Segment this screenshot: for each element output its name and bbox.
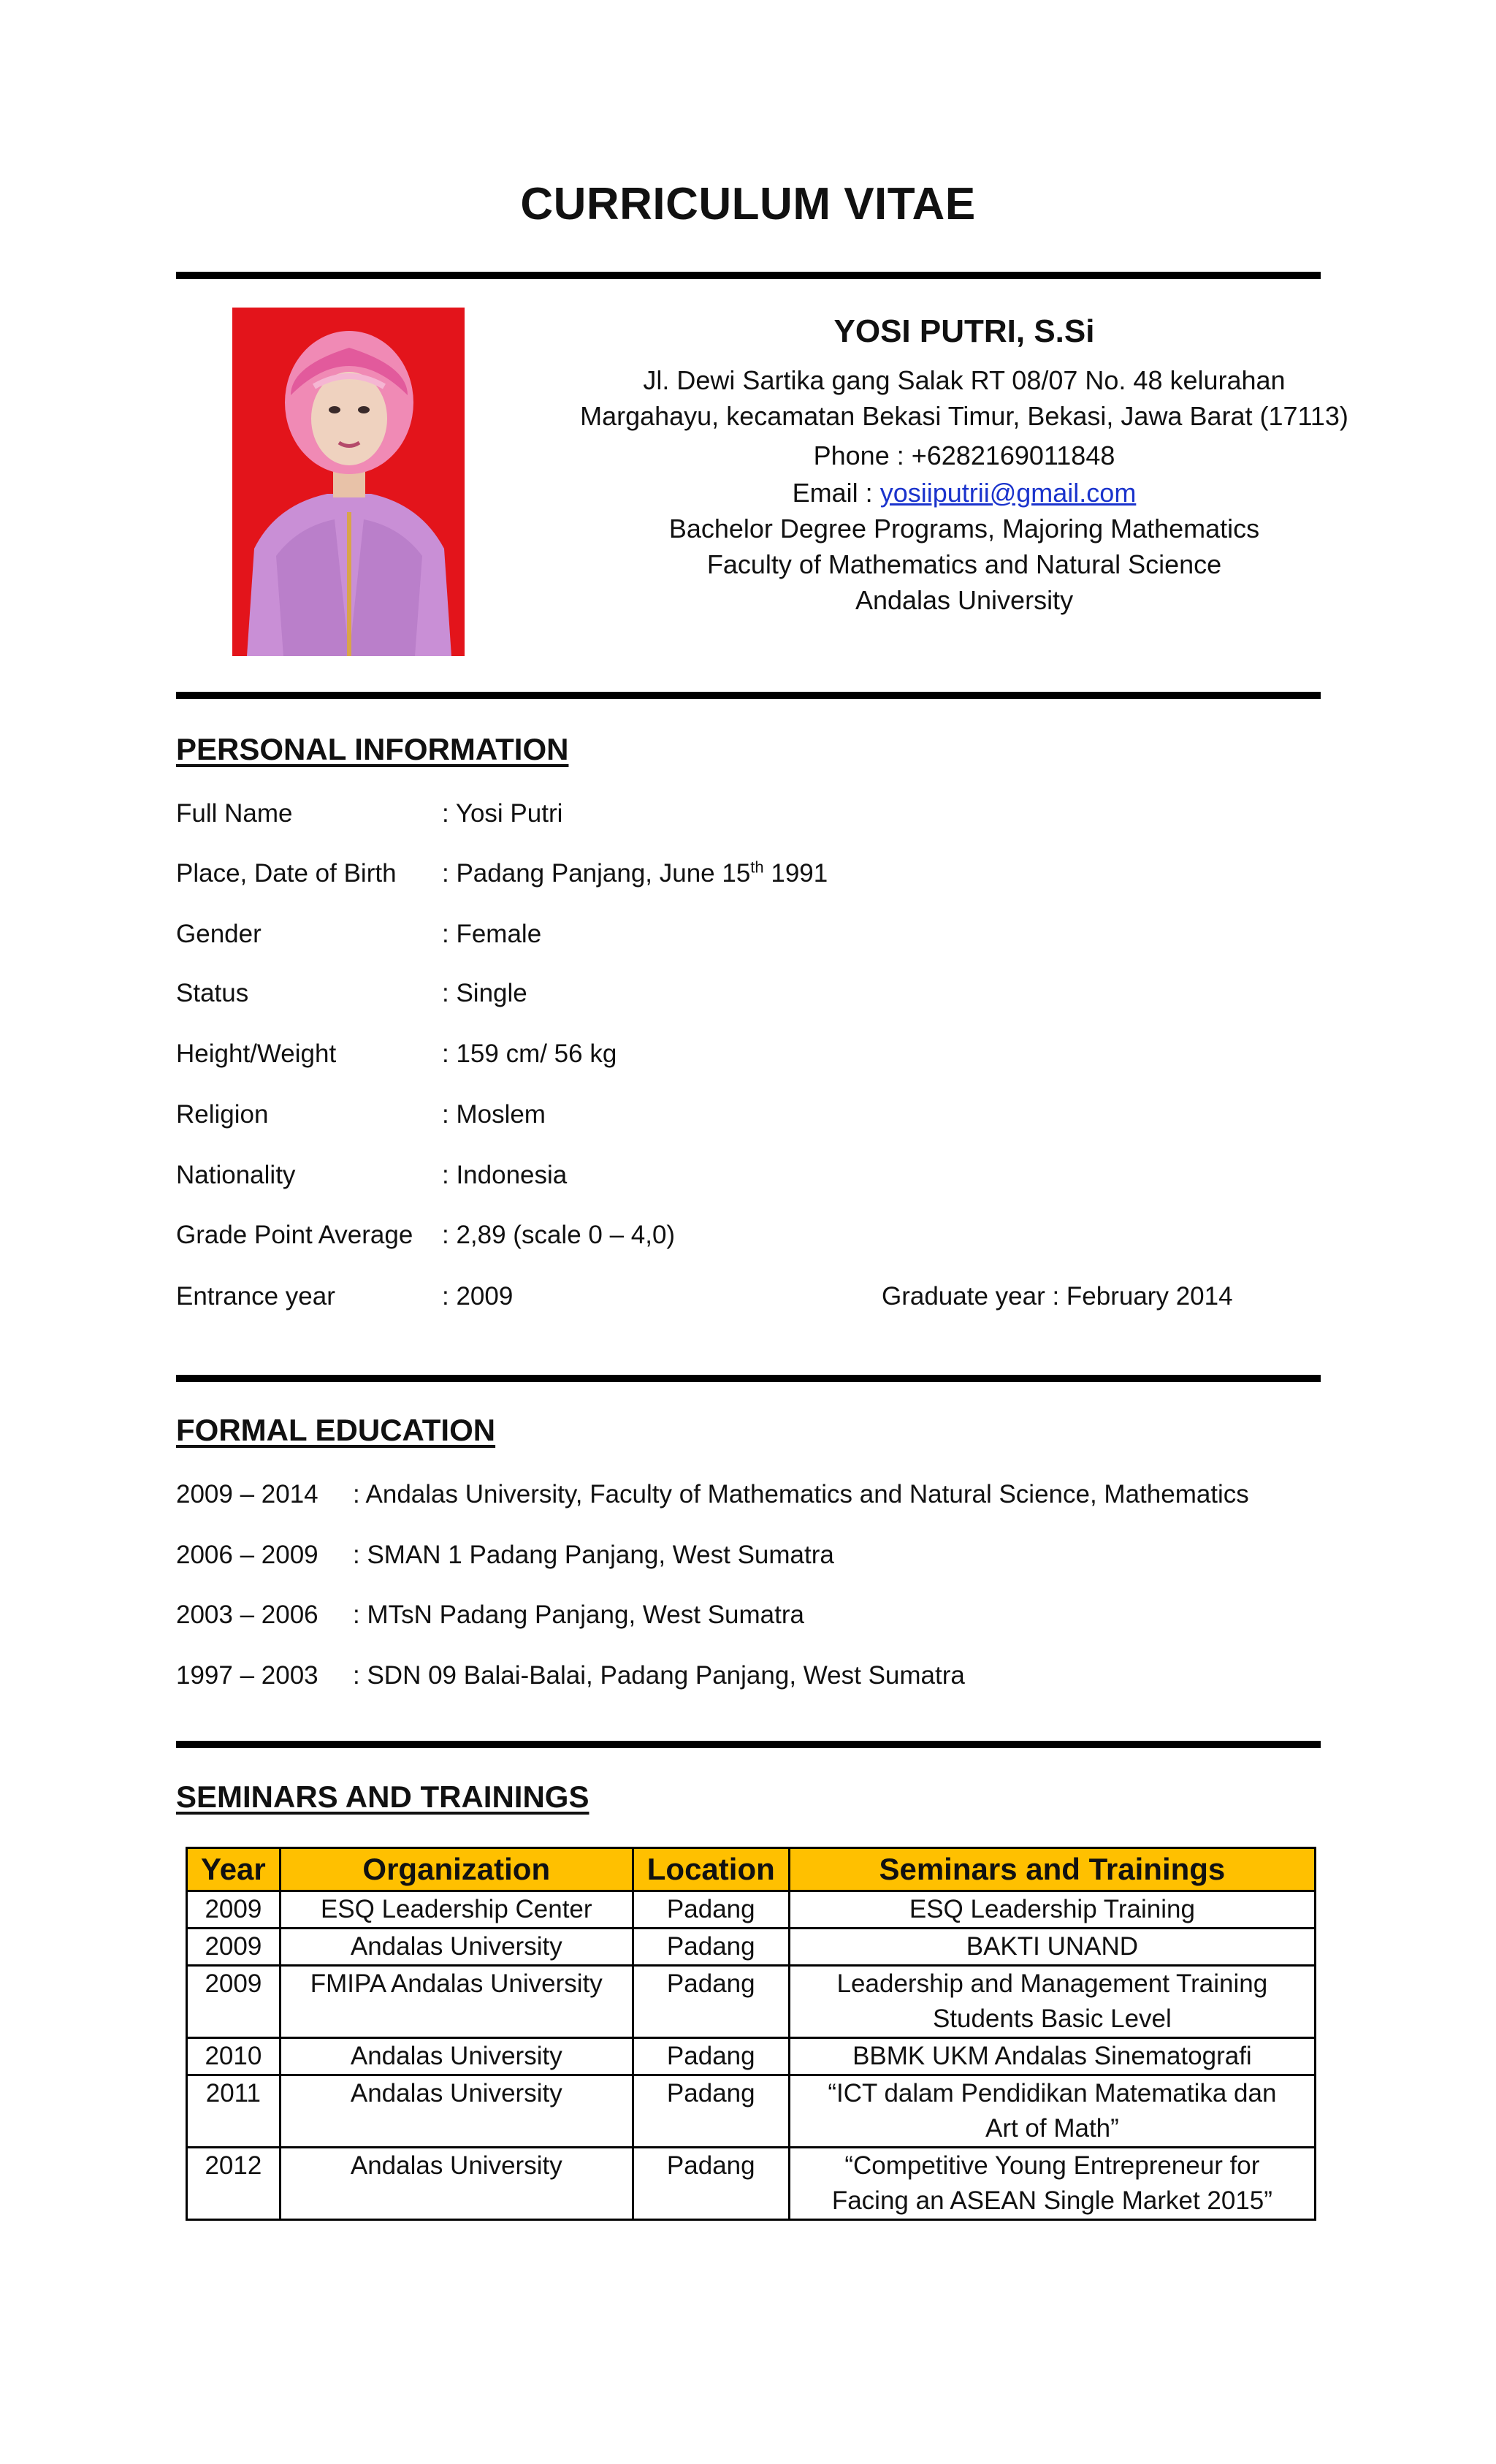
seminar-title-line: BAKTI UNAND [966,1932,1139,1961]
seminar-title-line: Students Basic Level [932,2005,1172,2033]
cell-organization: Andalas University [280,2038,633,2075]
field-value: : Yosi Putri [442,799,563,828]
field-value: : Single [442,979,527,1007]
column-header-year: Year [187,1848,280,1891]
field-label: Status [176,979,249,1007]
divider-personal [176,692,1321,699]
birth-value-suffix: th [750,858,764,877]
seminar-title-line: “Competitive Young Entrepreneur for [844,2151,1260,2180]
education-school: : SDN 09 Balai-Balai, Padang Panjang, West Sumatra [353,1661,965,1690]
cell-year: 2009 [187,1966,280,2038]
field-label: Full Name [176,799,293,828]
portrait-photo [232,308,465,656]
field-label: Entrance year [176,1282,335,1311]
cell-seminar [789,1966,1315,2038]
cell-organization: FMIPA Andalas University [280,1966,633,2038]
cell-year: 2010 [187,2038,280,2075]
cell-location: Padang [633,2148,789,2220]
field-value: : 2009 [442,1282,514,1311]
cell-location: Padang [633,2038,789,2075]
field-label: Grade Point Average [176,1221,413,1249]
birth-value-main: : Padang Panjang, June 15 [442,859,751,888]
cell-seminar [789,1929,1315,1966]
table-header-row [187,1848,1316,1891]
field-value [442,856,828,891]
field-label: Gender [176,920,262,948]
university-name: Andalas University [855,585,1074,615]
cell-location: Padang [633,1966,789,2038]
seminar-title-line: BBMK UKM Andalas Sinematografi [852,2042,1252,2070]
divider-seminars [176,1741,1321,1748]
seminar-title-line: “ICT dalam Pendidikan Matematika dan [828,2079,1277,2108]
education-school: : Andalas University, Faculty of Mathematics and Natural Science, Mathematics [353,1480,1249,1508]
contact-block [504,305,1424,618]
cell-year: 2009 [187,1929,280,1966]
divider-top [176,272,1321,279]
seminar-title-line: ESQ Leadership Training [909,1895,1195,1923]
cell-organization: ESQ Leadership Center [280,1891,633,1929]
field-value: : 2,89 (scale 0 – 4,0) [442,1221,676,1249]
cell-location: Padang [633,2075,789,2148]
degree-program: Bachelor Degree Programs, Majoring Mathematics [668,514,1260,543]
seminar-title-line: Leadership and Management Training [836,1969,1268,1998]
table-row [187,2075,1316,2148]
graduate-year: Graduate year : February 2014 [882,1282,1233,1311]
document-title: CURRICULUM VITAE [520,179,976,229]
table-row [187,1966,1316,2038]
cell-location: Padang [633,1929,789,1966]
cell-organization: Andalas University [280,2148,633,2220]
cell-year: 2009 [187,1891,280,1929]
portrait-illustration [232,308,465,656]
email-link[interactable]: yosiiputrii@gmail.com [879,478,1137,508]
cell-location: Padang [633,1891,789,1929]
education-years: 2009 – 2014 [176,1480,318,1508]
seminars-heading: SEMINARS AND TRAININGS [176,1780,589,1814]
cell-seminar [789,1891,1315,1929]
table-row [187,2038,1316,2075]
education-years: 2006 – 2009 [176,1541,318,1569]
address-line-1: Jl. Dewi Sartika gang Salak RT 08/07 No. 48 kelurahan [643,365,1286,395]
cell-year: 2012 [187,2148,280,2220]
field-value: : Moslem [442,1100,546,1129]
field-value: : Indonesia [442,1161,568,1189]
birth-value-year: 1991 [763,859,828,888]
education-school: : SMAN 1 Padang Panjang, West Sumatra [353,1541,834,1569]
seminars-table [186,1847,1316,2221]
table-row [187,1929,1316,1966]
phone-number: Phone : +6282169011848 [813,440,1115,470]
divider-education [176,1375,1321,1382]
address-line-2: Margahayu, kecamatan Bekasi Timur, Bekasi, Jawa Barat (17113) [580,401,1348,431]
field-label: Height/Weight [176,1040,337,1068]
table-row [187,2148,1316,2220]
cell-organization: Andalas University [280,2075,633,2148]
candidate-name: YOSI PUTRI, S.Si [833,313,1095,349]
column-header-location: Location [633,1848,789,1891]
personal-info-heading: PERSONAL INFORMATION [176,732,569,766]
field-label: Religion [176,1100,269,1129]
seminar-title-line: Art of Math” [985,2114,1119,2143]
cell-year: 2011 [187,2075,280,2148]
field-label: Place, Date of Birth [176,859,397,888]
field-value: : 159 cm/ 56 kg [442,1040,617,1068]
column-header-seminar: Seminars and Trainings [789,1848,1315,1891]
education-heading: FORMAL EDUCATION [176,1413,496,1447]
cell-seminar [789,2075,1315,2148]
column-header-organization: Organization [280,1848,633,1891]
field-label: Nationality [176,1161,296,1189]
education-years: 1997 – 2003 [176,1661,318,1690]
cell-organization: Andalas University [280,1929,633,1966]
email-line [504,475,1424,511]
email-label: Email : [792,478,880,508]
cell-seminar [789,2148,1315,2220]
field-value: : Female [442,920,542,948]
faculty-name: Faculty of Mathematics and Natural Science [706,549,1222,579]
education-school: : MTsN Padang Panjang, West Sumatra [353,1601,804,1629]
cell-seminar [789,2038,1315,2075]
education-years: 2003 – 2006 [176,1601,318,1629]
seminar-title-line: Facing an ASEAN Single Market 2015” [831,2186,1272,2215]
table-row [187,1891,1316,1929]
